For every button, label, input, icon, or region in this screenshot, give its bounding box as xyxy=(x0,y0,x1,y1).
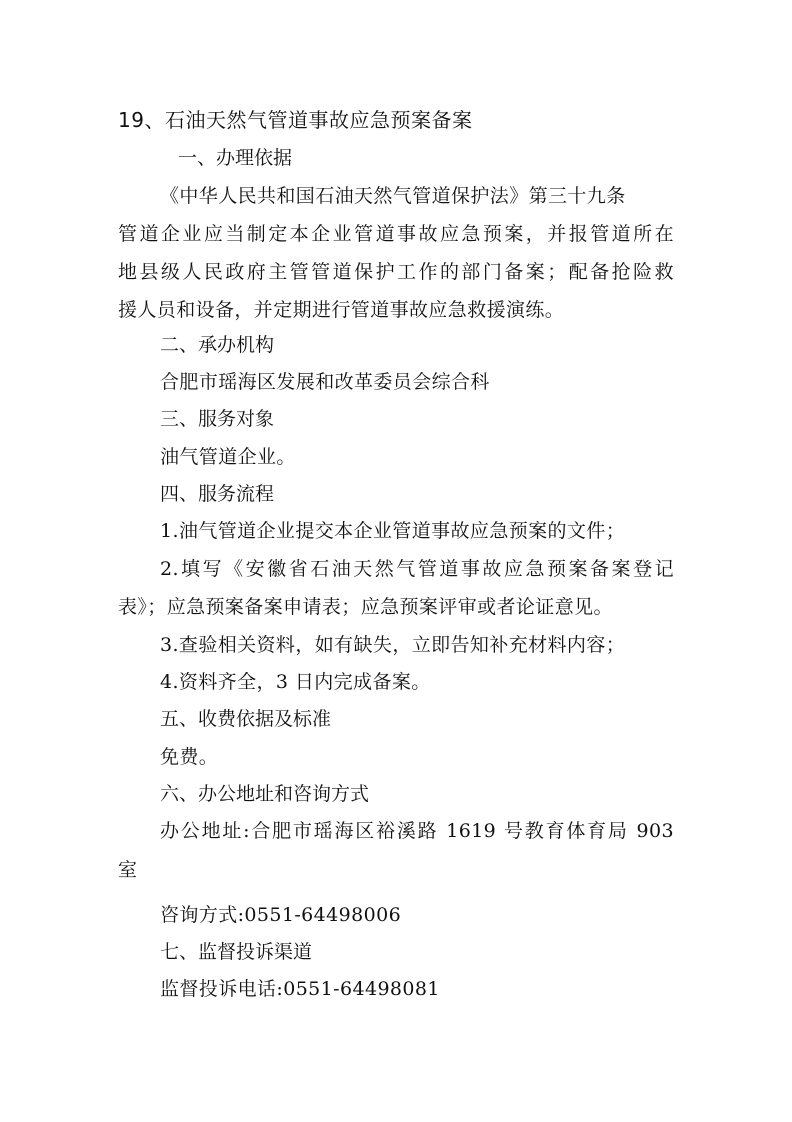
section-6-heading: 六、办公地址和咨询方式 xyxy=(160,783,370,805)
section-6-address-line-2: 室 xyxy=(118,859,138,881)
section-4-step-4: 4.资料齐全，3 日内完成备案。 xyxy=(160,671,431,693)
section-1-line-2: 管道企业应当制定本企业管道事故应急预案，并报管道所在 xyxy=(118,223,674,245)
doc-title: 19、石油天然气管道事故应急预案备案 xyxy=(118,108,473,132)
section-6-phone: 咨询方式:0551-64498006 xyxy=(160,904,402,926)
section-1-heading: 一、办理依据 xyxy=(178,147,293,169)
section-3-heading: 三、服务对象 xyxy=(160,408,275,430)
section-7-text: 监督投诉电话:0551-64498081 xyxy=(160,978,440,1000)
section-1-line-1: 《中华人民共和国石油天然气管道保护法》第三十九条 xyxy=(160,185,626,207)
section-7-heading: 七、监督投诉渠道 xyxy=(160,941,313,963)
section-1-line-3: 地县级人民政府主管管道保护工作的部门备案；配备抢险救 xyxy=(118,261,674,283)
section-5-text: 免费。 xyxy=(160,746,219,768)
section-4-step-2: 2.填写《安徽省石油天然气管道事故应急预案备案登记 xyxy=(160,558,674,580)
section-4-heading: 四、服务流程 xyxy=(160,483,275,505)
section-3-text: 油气管道企业。 xyxy=(160,446,296,468)
section-6-address-line-1: 办公地址:合肥市瑶海区裕溪路 1619 号教育体育局 903 xyxy=(160,820,674,842)
section-4-step-2-cont: 表》；应急预案备案申请表；应急预案评审或者论证意见。 xyxy=(118,596,613,618)
section-5-heading: 五、收费依据及标准 xyxy=(160,708,332,730)
section-2-heading: 二、承办机构 xyxy=(160,334,275,356)
section-4-step-1: 1.油气管道企业提交本企业管道事故应急预案的文件； xyxy=(160,520,626,542)
section-2-text: 合肥市瑶海区发展和改革委员会综合科 xyxy=(160,371,490,393)
section-4-step-3: 3.查验相关资料，如有缺失，立即告知补充材料内容； xyxy=(160,634,626,656)
section-1-line-4: 援人员和设备，并定期进行管道事故应急救援演练。 xyxy=(118,299,565,321)
